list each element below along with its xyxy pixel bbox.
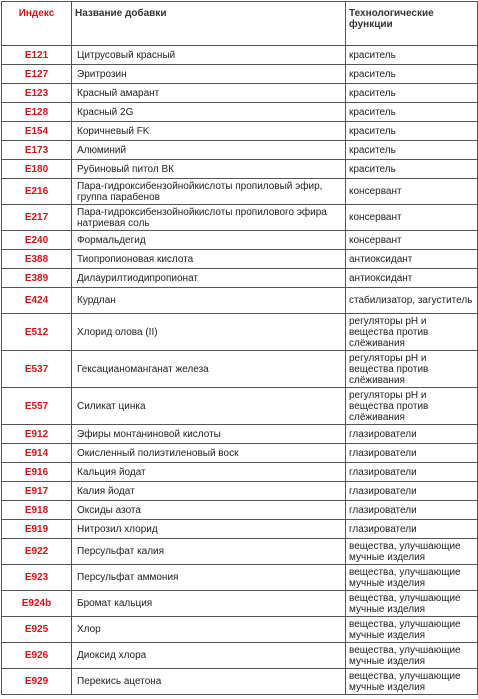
- additive-name: Алюминий: [72, 141, 346, 160]
- additive-name: Хлор: [72, 617, 346, 643]
- additive-function: антиоксидант: [346, 250, 478, 269]
- additive-code: E424: [2, 288, 72, 314]
- additive-code: E918: [2, 501, 72, 520]
- additive-function: краситель: [346, 160, 478, 179]
- additive-name: Кальция йодат: [72, 463, 346, 482]
- additive-function: стабилизатор, загуститель: [346, 288, 478, 314]
- additives-table: [1, 1, 478, 695]
- additive-code: E180: [2, 160, 72, 179]
- table-row: [2, 617, 478, 643]
- additive-code: E919: [2, 520, 72, 539]
- additive-function: регуляторы pH и вещества против слёживания: [346, 351, 478, 388]
- additive-name: Бромат кальция: [72, 591, 346, 617]
- table-row: [2, 250, 478, 269]
- table-row: [2, 122, 478, 141]
- additive-function: регуляторы pH и вещества против слёживания: [346, 388, 478, 425]
- additive-function: глазирователи: [346, 482, 478, 501]
- additive-function: вещества, улучшающие мучные изделия: [346, 591, 478, 617]
- additive-name: Калия йодат: [72, 482, 346, 501]
- additive-function: краситель: [346, 122, 478, 141]
- additive-name: Гексацианоманганат железа: [72, 351, 346, 388]
- table-row: [2, 103, 478, 122]
- table-row: [2, 288, 478, 314]
- additive-function: консервант: [346, 179, 478, 205]
- additive-function: вещества, улучшающие мучные изделия: [346, 643, 478, 669]
- additive-function: антиоксидант: [346, 269, 478, 288]
- additive-name: Пара-гидроксибензойнойкислоты пропиловый эфир, группа парабенов: [72, 179, 346, 205]
- additive-code: E388: [2, 250, 72, 269]
- additive-name: Пара-гидроксибензойнойкислоты пропилового эфира натриевая соль: [72, 205, 346, 231]
- additive-name: Красный амарант: [72, 84, 346, 103]
- additive-code: E912: [2, 425, 72, 444]
- table-row: [2, 669, 478, 695]
- additive-function: вещества, улучшающие мучные изделия: [346, 565, 478, 591]
- additive-name: Цитрусовый красный: [72, 46, 346, 65]
- table-row: [2, 65, 478, 84]
- table-row: [2, 84, 478, 103]
- table-row: [2, 643, 478, 669]
- additive-code: E128: [2, 103, 72, 122]
- additive-code: E173: [2, 141, 72, 160]
- additive-name: Диоксид хлора: [72, 643, 346, 669]
- additive-code: E127: [2, 65, 72, 84]
- additive-name: Оксиды азота: [72, 501, 346, 520]
- table-row: [2, 160, 478, 179]
- additive-function: консервант: [346, 205, 478, 231]
- additive-code: E916: [2, 463, 72, 482]
- additive-function: краситель: [346, 46, 478, 65]
- additive-name: Рубиновый питол ВК: [72, 160, 346, 179]
- additive-code: E926: [2, 643, 72, 669]
- additive-code: E914: [2, 444, 72, 463]
- table-row: [2, 179, 478, 205]
- additive-code: E924b: [2, 591, 72, 617]
- additive-function: вещества, улучшающие мучные изделия: [346, 669, 478, 695]
- table-row: [2, 388, 478, 425]
- header-name: Название добавки: [72, 2, 346, 46]
- additive-name: Персульфат аммония: [72, 565, 346, 591]
- additive-function: вещества, улучшающие мучные изделия: [346, 617, 478, 643]
- additive-function: глазирователи: [346, 520, 478, 539]
- additive-function: глазирователи: [346, 444, 478, 463]
- additive-name: Красный 2G: [72, 103, 346, 122]
- additive-code: E121: [2, 46, 72, 65]
- table-row: [2, 463, 478, 482]
- additive-name: Тиопропионовая кислота: [72, 250, 346, 269]
- additive-function: вещества, улучшающие мучные изделия: [346, 539, 478, 565]
- additive-code: E154: [2, 122, 72, 141]
- table-row: [2, 565, 478, 591]
- additive-name: Эфиры монтаниновой кислоты: [72, 425, 346, 444]
- table-row: [2, 46, 478, 65]
- additive-code: E917: [2, 482, 72, 501]
- table-row: [2, 314, 478, 351]
- additive-name: Эритрозин: [72, 65, 346, 84]
- additive-name: Окисленный полиэтиленовый воск: [72, 444, 346, 463]
- additive-function: регуляторы pH и вещества против слёживания: [346, 314, 478, 351]
- table-row: [2, 591, 478, 617]
- table-row: [2, 501, 478, 520]
- additive-code: E512: [2, 314, 72, 351]
- additive-code: E923: [2, 565, 72, 591]
- additive-code: E389: [2, 269, 72, 288]
- additive-code: E240: [2, 231, 72, 250]
- additive-code: E929: [2, 669, 72, 695]
- header-function: Технологические функции: [346, 2, 478, 46]
- table-row: [2, 269, 478, 288]
- table-row: [2, 520, 478, 539]
- table-row: [2, 231, 478, 250]
- additive-code: E557: [2, 388, 72, 425]
- additive-code: E123: [2, 84, 72, 103]
- additive-function: консервант: [346, 231, 478, 250]
- table-row: [2, 539, 478, 565]
- additive-name: Хлорид олова (II): [72, 314, 346, 351]
- additive-code: E537: [2, 351, 72, 388]
- additive-function: глазирователи: [346, 501, 478, 520]
- additive-code: E925: [2, 617, 72, 643]
- additive-name: Персульфат калия: [72, 539, 346, 565]
- header-index: Индекс: [2, 2, 72, 46]
- additive-name: Дилаурилтиодипропионат: [72, 269, 346, 288]
- additive-function: глазирователи: [346, 463, 478, 482]
- additive-function: глазирователи: [346, 425, 478, 444]
- additive-function: краситель: [346, 141, 478, 160]
- additive-code: E217: [2, 205, 72, 231]
- additive-code: E922: [2, 539, 72, 565]
- additive-function: краситель: [346, 84, 478, 103]
- header-row: [2, 2, 478, 46]
- table-row: [2, 444, 478, 463]
- additive-name: Курдлан: [72, 288, 346, 314]
- additive-code: E216: [2, 179, 72, 205]
- additive-function: краситель: [346, 103, 478, 122]
- table-row: [2, 482, 478, 501]
- additive-name: Нитрозил хлорид: [72, 520, 346, 539]
- table-row: [2, 141, 478, 160]
- table-body: [2, 46, 478, 695]
- table-row: [2, 351, 478, 388]
- additive-function: краситель: [346, 65, 478, 84]
- additive-name: Силикат цинка: [72, 388, 346, 425]
- additive-name: Перекись ацетона: [72, 669, 346, 695]
- table-row: [2, 425, 478, 444]
- additive-name: Коричневый FK: [72, 122, 346, 141]
- additive-name: Формальдегид: [72, 231, 346, 250]
- table-row: [2, 205, 478, 231]
